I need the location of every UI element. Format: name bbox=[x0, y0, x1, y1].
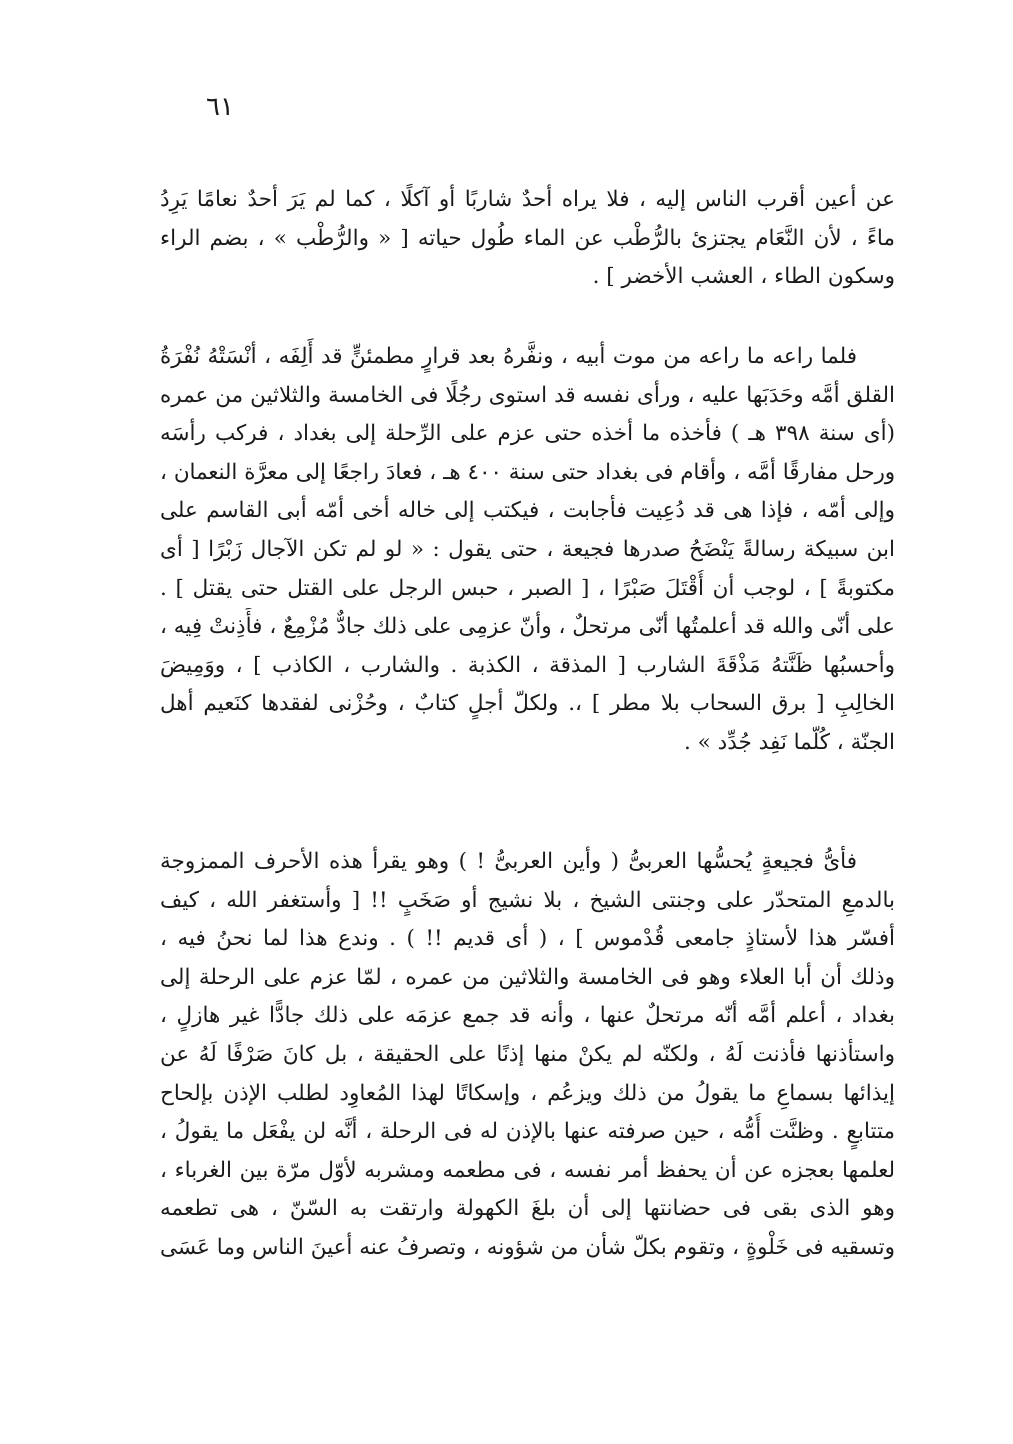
text-line: وأحسبُها ظَنَّتهُ مَذْقَةَ الشارب [ المذقة ، الكذبة . والشارب ، الكاذب ] ، ووَمِيضَ bbox=[160, 652, 895, 678]
text-line: إيذائها بسماعِ ما يقولُ من ذلك ويزعُم ، وإسكاتًا لهذا المُعاوِد لطلب الإذن بإلحاح bbox=[160, 1080, 895, 1106]
text-line: واستأذنها فأذنت لَهُ ، ولكنّه لم يكنْ منها إذنًا على الحقيقة ، بل كانَ صَرْفًا لَهُ عن bbox=[160, 1041, 895, 1067]
paragraph-2 bbox=[160, 338, 895, 763]
text-line: مكتوبةً ] ، لوجب أن أُقْتَلَ صَبْرًا ، [ الصبر ، حبس الرجل على القتل حتى يقتل ] . bbox=[160, 575, 895, 601]
text-line: فلما راعه ما راعه من موت أبيه ، ونفَّرهُ بعد قرارٍ مطمئنٍّ قد أَلِفَه ، أنْسَتْهُ نُفْرَةُ bbox=[160, 344, 857, 369]
text-line: الخالِبِ [ برق السحاب بلا مطر ] ،. ولكلّ أجلٍ كتابٌ ، وحُزْنى لفقدها كنَعيم أهل bbox=[160, 691, 895, 717]
text-line: بغداد ، أعلم أمَّه أنّه مرتحلٌ عنها ، وأنه قد جمع عزمَه على ذلك جادًّا غير هازلٍ ، bbox=[160, 1003, 895, 1029]
text-line: الجنّة ، كُلّما نَفِد جُدِّد » . bbox=[684, 729, 895, 755]
text-line: على أنّى والله قد أعلمتُها أنّى مرتحلٌ ، وأنّ عزمِى على ذلك جادٌّ مُزْمِعٌ ، فأَذِنتْ فِيه ، bbox=[160, 614, 895, 640]
text-line: وإلى أمّه ، فإذا هى قد دُعِيت فأجابت ، فيكتب إلى خاله أخى أمّه أبى القاسم على bbox=[160, 498, 895, 524]
text-line: (أى سنة ٣٩٨ هـ ) فأخذه ما أخذه حتى عزم على الرِّحلة إلى بغداد ، فركب رأسَه bbox=[160, 421, 895, 447]
text-line: ماءً ، لأن النَّعَام يجتزئ بالرُّطْب عن الماء طُول حياته [ « والرُّطْب » ، بضم الراء bbox=[160, 225, 895, 251]
text-line: عن أعين أقرب الناس إليه ، فلا يراه أحدٌ شاربًا أو آكلًا ، كما لم يَرَ أحدٌ نعامًا يَرِدُ bbox=[160, 187, 895, 212]
text-line: وتسقيه فى خَلْوةٍ ، وتقوم بكلّ شأن من شؤونه ، وتصرفُ عنه أعينَ الناس وما عَسَى bbox=[160, 1234, 895, 1260]
text-line: ورحل مفارقًا أمَّه ، وأقام فى بغداد حتى سنة ٤٠٠ هـ ، فعادَ راجعًا إلى معرَّة النعمان ، bbox=[160, 459, 895, 485]
text-line: وسكون الطاء ، العشب الأخضر ] . bbox=[592, 264, 895, 290]
text-line: فأىُّ فجيعةٍ يُحسُّها العربىُّ ( وأين العربىُّ ! ) وهو يقرأ هذه الأحرف الممزوجة bbox=[160, 849, 857, 874]
text-line: وهو الذى بقى فى حضانتها إلى أن بلغَ الكهولة وارتقت به السّنّ ، هى تطعمه bbox=[160, 1196, 895, 1222]
text-line: أفسّر هذا لأستاذٍ جامعى قُدْموس ] ، ( أى قديم !! ) . وندع هذا لما نحنُ فيه ، bbox=[160, 926, 895, 952]
paragraph-1 bbox=[160, 181, 895, 297]
text-line: بالدمعِ المتحدّر على وجنتى الشيخ ، بلا نشيج أو صَخَبٍ !! [ وأستغفر الله ، كيف bbox=[160, 887, 895, 913]
text-line: متتابعٍ . وظنَّت أُمُّه ، حين صرفته عنها بالإذن له فى الرحلة ، أنَّه لن يفْعَل ما يقولُ ، bbox=[160, 1119, 895, 1145]
paragraph-3 bbox=[160, 843, 895, 1268]
text-line: القلق أمَّه وحَدَبَها عليه ، ورأى نفسه قد استوى رجُلًا فى الخامسة والثلاثين من عمره bbox=[160, 382, 895, 408]
text-line: ابن سبيكة رسالةً يَنْضَحُ صدرها فجيعة ، حتى يقول : « لو لم تكن الآجال زَبْرًا [ أى bbox=[160, 536, 895, 562]
text-line: لعلمها بعجزه عن أن يحفظ أمر نفسه ، فى مطعمه ومشربه لأوّل مرّة بين الغرباء ، bbox=[160, 1157, 895, 1183]
page-number: ٦١ bbox=[206, 92, 234, 122]
text-line: وذلك أن أبا العلاء وهو فى الخامسة والثلاثين من عمره ، لمّا عزم على الرحلة إلى bbox=[160, 964, 895, 990]
